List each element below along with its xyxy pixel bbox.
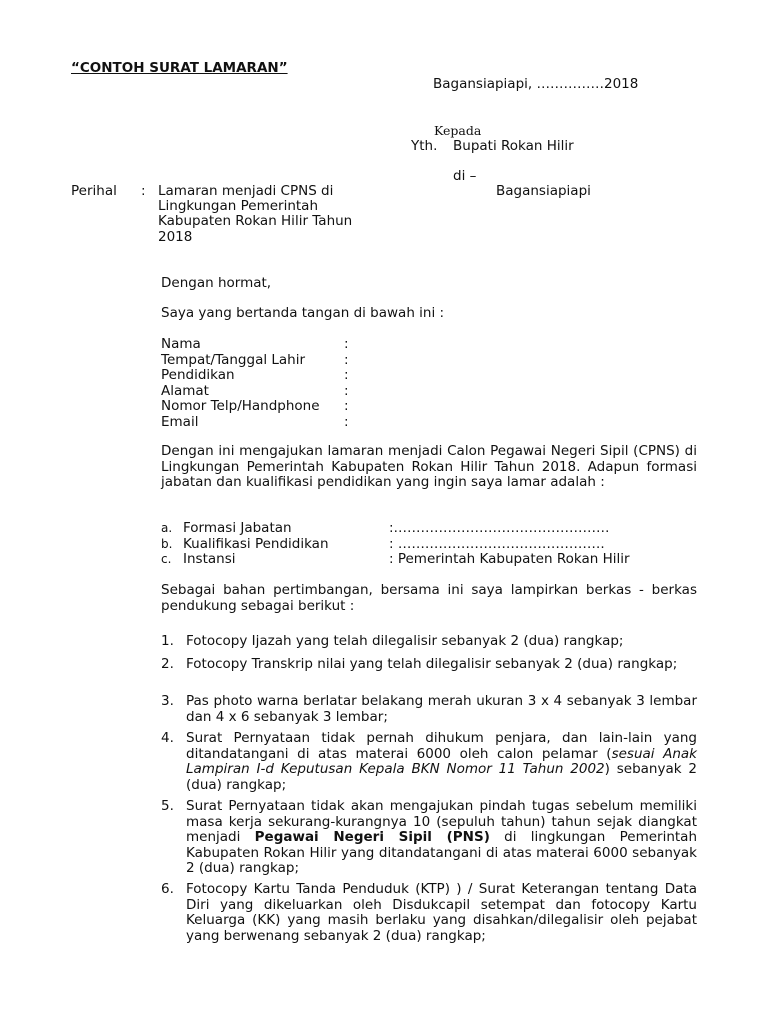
greeting: Dengan hormat, (161, 275, 272, 291)
item-text-part: ) sebanyak 2 (dua) rangkap; (186, 761, 697, 793)
field-colon: : (344, 413, 349, 430)
recipient-di: di – (453, 168, 477, 184)
regulation-reference: sesuai Anak Lampiran I-d Keputusan Kepala BKN Nomor 11 Tahun 2002 (186, 745, 697, 777)
field-row (161, 353, 461, 369)
item-text-part: Surat Pernyataan tidak pernah dihukum penjara, dan lain-lain yang ditandatangani di atas materai 6000 oleh calon pelamar ( (186, 730, 697, 762)
field-label: Pendidikan (161, 367, 235, 383)
recipient-kepada: Kepada (434, 123, 482, 138)
perihal-line: Kabupaten Rokan Hilir Tahun (158, 213, 353, 229)
item-text: Pas photo warna berlatar belakang merah ukuran 3 x 4 sebanyak 3 lembar dan 4 x 6 sebanyak 3 lembar; (186, 693, 697, 725)
item-text-part: Surat Pernyataan tidak akan mengajukan pindah tugas sebelum memiliki masa kerja sekurang-kurangnya 10 (sepuluh tahun) tahun sejak diangkat menjadi (186, 798, 697, 845)
detail-value: : ………………………………………. (389, 535, 605, 552)
place-date: Bagansiapiapi, ……………2018 (433, 76, 639, 92)
field-colon: : (344, 367, 349, 383)
attachment-item (161, 882, 697, 944)
intro-text: Saya yang bertanda tangan di bawah ini : (161, 305, 445, 321)
perihal-colon: : (141, 183, 146, 199)
item-text (186, 731, 697, 793)
field-colon: : (344, 351, 349, 368)
attachment-item (161, 731, 697, 793)
field-label: Nomor Telp/Handphone (161, 398, 320, 414)
field-colon: : (344, 382, 349, 399)
field-row (161, 384, 461, 400)
item-number: 2. (161, 656, 174, 672)
detail-value: :………………………………………… (389, 520, 610, 536)
application-paragraph: Dengan ini mengajukan lamaran menjadi Calon Pegawai Negeri Sipil (CPNS) di Lingkungan Pemerintah Kabupaten Rokan Hilir Tahun 2018. Adapun formasi jabatan dan kualifikasi pendidikan yang ingin saya lamar adalah : (161, 443, 697, 490)
detail-letter: b. (161, 536, 173, 551)
detail-label: Instansi (183, 551, 236, 567)
field-label: Alamat (161, 382, 209, 399)
field-row (161, 399, 461, 415)
detail-row (161, 521, 701, 537)
detail-label: Kualifikasi Pendidikan (183, 535, 329, 552)
perihal-line: Lingkungan Pemerintah (158, 198, 319, 214)
position-details (161, 521, 701, 568)
item-text: Fotocopy Transkrip nilai yang telah dilegalisir sebanyak 2 (dua) rangkap; (186, 656, 678, 672)
perihal-line: 2018 (158, 229, 193, 245)
pns-emphasis: Pegawai Negeri Sipil (PNS) (254, 829, 490, 845)
attachment-item (161, 799, 697, 877)
attachment-item (161, 694, 697, 725)
attachment-item (161, 657, 697, 673)
item-number: 3. (161, 693, 174, 709)
field-label: Nama (161, 336, 201, 352)
item-number: 5. (161, 798, 174, 814)
recipient-city: Bagansiapiapi (496, 183, 591, 199)
detail-letter: c. (161, 552, 172, 566)
field-label: Tempat/Tanggal Lahir (161, 351, 306, 368)
field-row (161, 368, 461, 384)
item-text-part: di lingkungan Pemerintah Kabupaten Rokan Hilir yang ditandatangani di atas materai 6000 sebanyak 2 (dua) rangkap; (186, 829, 698, 876)
perihal-label: Perihal (71, 183, 117, 199)
detail-row (161, 552, 701, 568)
field-row (161, 337, 461, 353)
detail-row (161, 537, 701, 553)
item-number: 4. (161, 730, 174, 746)
detail-value: : Pemerintah Kabupaten Rokan Hilir (389, 551, 630, 567)
detail-label: Formasi Jabatan (183, 520, 292, 536)
field-colon: : (344, 398, 349, 414)
item-number: 6. (161, 881, 174, 897)
field-label: Email (161, 413, 199, 430)
detail-letter: a. (161, 521, 173, 535)
item-text: Fotocopy Kartu Tanda Penduduk (KTP) ) / Surat Keterangan tentang Data Diri yang dikeluarkan oleh Disdukcapil setempat dan fotocopy Kartu Keluarga (KK) yang masih berlaku yang disahkan/dilegalisir oleh pejabat yang berwenang sebanyak 2 (dua) rangkap; (186, 881, 697, 944)
item-text (186, 799, 697, 877)
attachment-paragraph: Sebagai bahan pertimbangan, bersama ini saya lampirkan berkas - berkas pendukung sebagai berikut : (161, 582, 697, 614)
item-text: Fotocopy Ijazah yang telah dilegalisir sebanyak 2 (dua) rangkap; (186, 633, 624, 649)
attachment-item (161, 634, 697, 650)
identity-fields (161, 337, 461, 430)
perihal-line: Lamaran menjadi CPNS di (158, 183, 334, 199)
field-row (161, 415, 461, 431)
field-colon: : (344, 336, 349, 352)
item-number: 1. (161, 633, 174, 649)
recipient-yth: Yth. (411, 138, 438, 154)
recipient-name: Bupati Rokan Hilir (453, 138, 574, 154)
letter-title: “CONTOH SURAT LAMARAN” (71, 60, 288, 76)
